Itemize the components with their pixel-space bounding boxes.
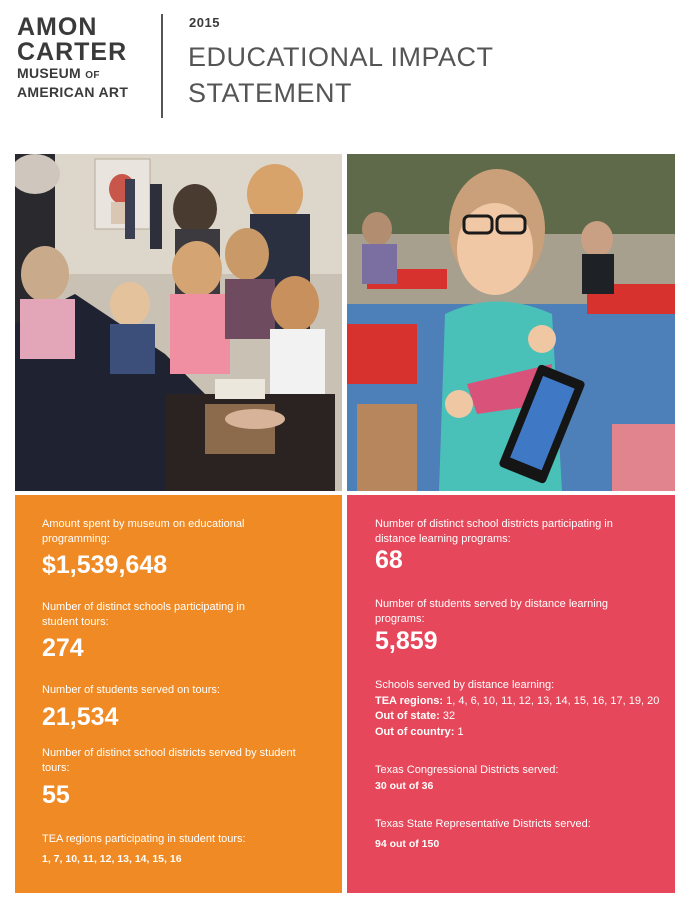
logo-line-museum: MUSEUM OF (17, 65, 100, 81)
stat-value-districts-on-tours: 55 (42, 781, 70, 809)
stat-label-distance-students: Number of students served by distance learning programs: (375, 598, 608, 625)
stat-label-schools-on-tours: Number of distinct schools participating in student tours: (42, 601, 245, 628)
stat-value-tea-regions-tours: 1, 7, 10, 11, 12, 13, 14, 15, 16 (42, 853, 182, 865)
distance-out-of-state: Out of state: 32 (375, 710, 456, 722)
stat-label-state-rep-districts: Texas State Representative Districts served: (375, 818, 591, 830)
distance-tea-regions: TEA regions: 1, 4, 6, 10, 11, 12, 13, 14, 15, 16, 17, 19, 20 (375, 694, 660, 707)
logo-line-amon: AMON (17, 13, 98, 41)
header-divider (161, 14, 163, 118)
distance-learning-schools-block (375, 678, 670, 740)
stat-value-students-on-tours: 21,534 (42, 703, 119, 731)
distance-learning-stats-panel (347, 495, 675, 893)
stat-label-distance-districts: Number of distinct school districts participating in distance learning programs: (375, 518, 613, 545)
photo-students-in-gallery (15, 154, 342, 491)
distance-out-of-country: Out of country: 1 (375, 725, 464, 738)
title-line-2: STATEMENT (188, 78, 352, 108)
title-line-1: EDUCATIONAL IMPACT (188, 42, 494, 72)
logo-line-carter: CARTER (17, 38, 128, 66)
stat-label-education-spending: Amount spent by museum on educational programming: (42, 518, 245, 545)
stat-label-congressional-districts: Texas Congressional Districts served: (375, 764, 559, 776)
stat-value-distance-districts: 68 (375, 546, 403, 574)
stat-label-districts-on-tours: Number of distinct school districts served by student tours: (42, 747, 296, 774)
stat-value-distance-students: 5,859 (375, 627, 438, 655)
stat-value-education-spending: $1,539,648 (42, 551, 168, 579)
logo-line-american-art: AMERICAN ART (17, 84, 129, 100)
museum-logo (17, 15, 147, 101)
stat-value-congressional-districts: 30 out of 36 (375, 780, 434, 792)
stat-value-state-rep-districts: 94 out of 150 (375, 838, 440, 850)
distance-learning-schools-heading: Schools served by distance learning: (375, 679, 555, 691)
report-year: 2015 (189, 15, 220, 30)
stat-value-schools-on-tours: 274 (42, 634, 84, 662)
stat-label-students-on-tours: Number of students served on tours: (42, 684, 220, 696)
page-title (188, 39, 494, 111)
stat-label-tea-regions-tours: TEA regions participating in student tours: (42, 833, 246, 845)
photo-girl-with-tablet (347, 154, 675, 491)
school-tours-stats-panel (15, 495, 342, 893)
